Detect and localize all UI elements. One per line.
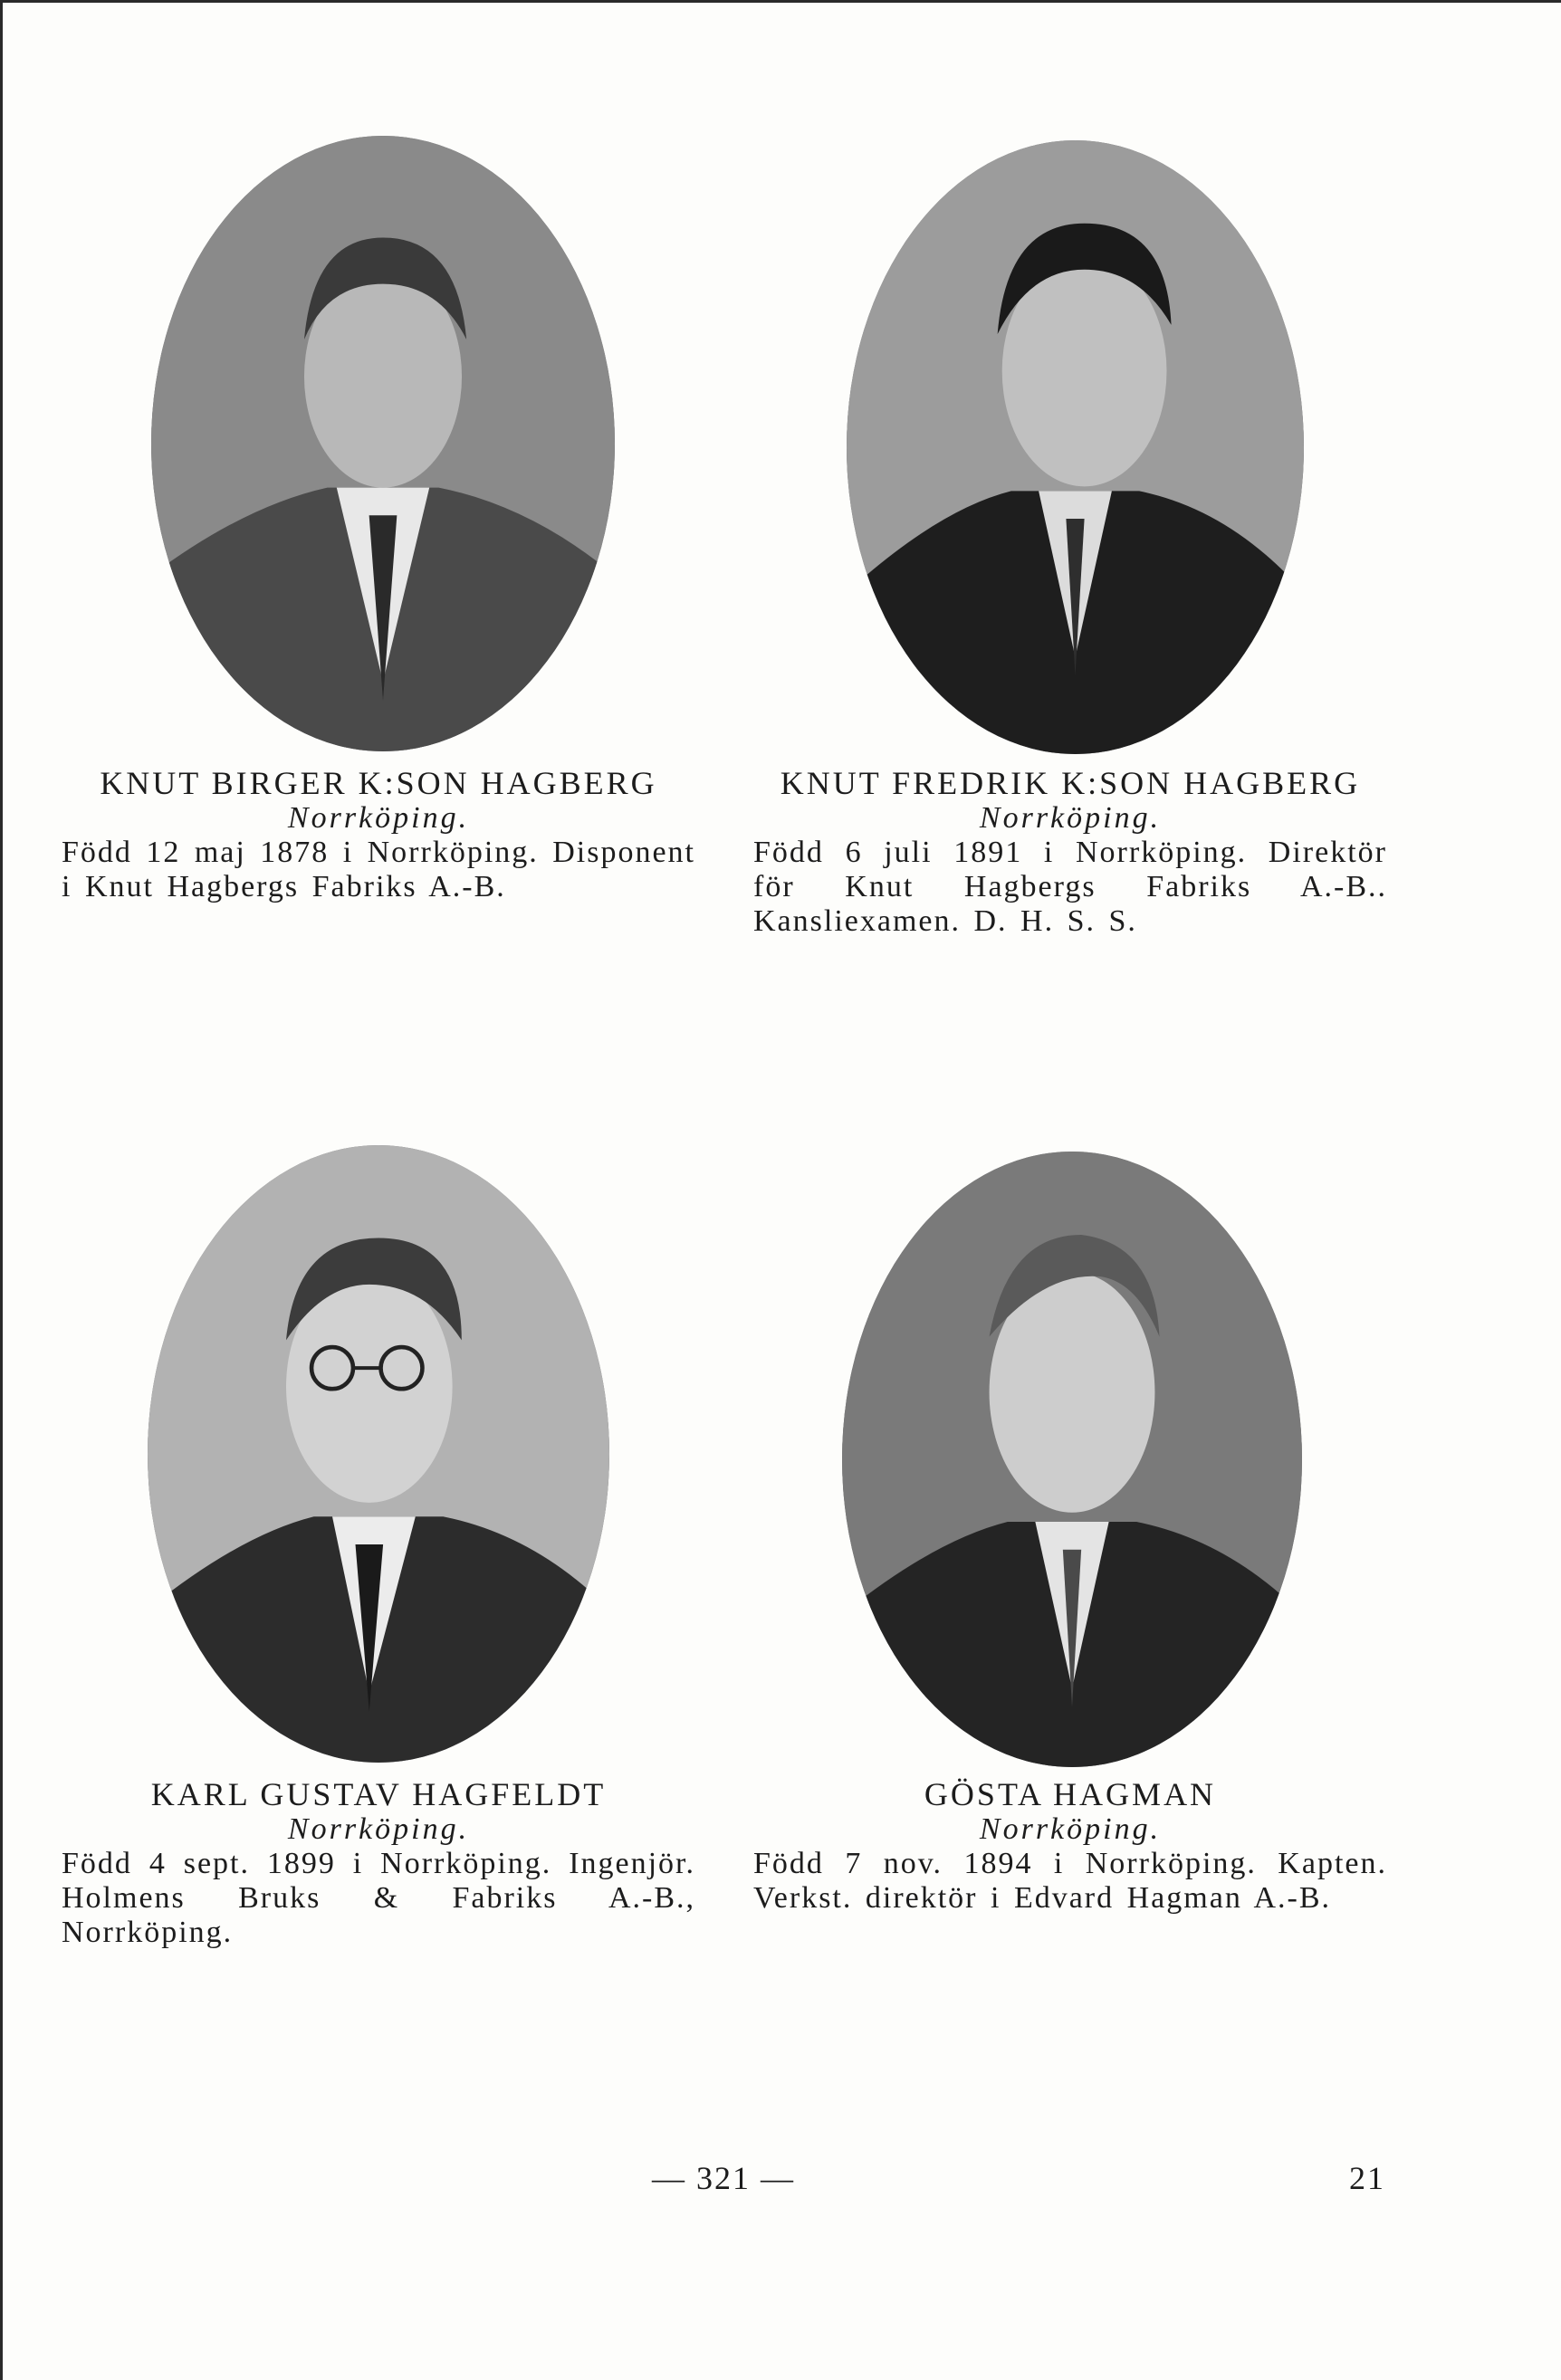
person-description: Född 6 juli 1891 i Norrköping. Direktör för Knut Hagbergs Fabriks A.-B.. Kansliexamen. D. H. S. S. xyxy=(753,836,1387,938)
person-name: GÖSTA HAGMAN xyxy=(924,1776,1217,1812)
portrait-gosta-hagman xyxy=(842,1152,1302,1767)
portrait-knut-fredrik-hagberg xyxy=(847,140,1304,754)
portrait-karl-gustav-hagfeldt xyxy=(148,1145,609,1763)
portrait-knut-birger-hagberg xyxy=(151,136,615,751)
person-place: Norrköping. xyxy=(979,801,1162,835)
person-description: Född 12 maj 1878 i Norrköping. Disponent i Knut Hagbergs Fabriks A.-B. xyxy=(62,836,695,903)
caption-entry-4 xyxy=(753,1776,1387,1916)
caption-entry-1 xyxy=(62,765,695,904)
page-number: — 321 — xyxy=(652,2160,795,2196)
signature-number: 21 xyxy=(1349,2160,1385,2196)
person-place: Norrköping. xyxy=(979,1812,1162,1846)
caption-entry-3 xyxy=(62,1776,695,1950)
portrait-photo-icon xyxy=(847,140,1304,754)
portrait-photo-icon xyxy=(842,1152,1302,1767)
page-edge-top xyxy=(0,0,1561,3)
person-description: Född 4 sept. 1899 i Norrköping. Ingenjör. Holmens Bruks & Fabriks A.-B., Norrköping. xyxy=(62,1847,695,1949)
caption-entry-2 xyxy=(753,765,1387,939)
person-place: Norrköping. xyxy=(287,1812,470,1846)
person-place: Norrköping. xyxy=(287,801,470,835)
portrait-photo-icon xyxy=(151,136,615,751)
page-edge-left xyxy=(0,0,3,2380)
person-description: Född 7 nov. 1894 i Norrköping. Kapten. Verkst. direktör i Edvard Hagman A.-B. xyxy=(753,1847,1387,1915)
person-name: KNUT FREDRIK K:SON HAGBERG xyxy=(780,765,1361,801)
person-name: KNUT BIRGER K:SON HAGBERG xyxy=(100,765,657,801)
portrait-photo-icon xyxy=(148,1145,609,1763)
person-name: KARL GUSTAV HAGFELDT xyxy=(150,1776,607,1812)
